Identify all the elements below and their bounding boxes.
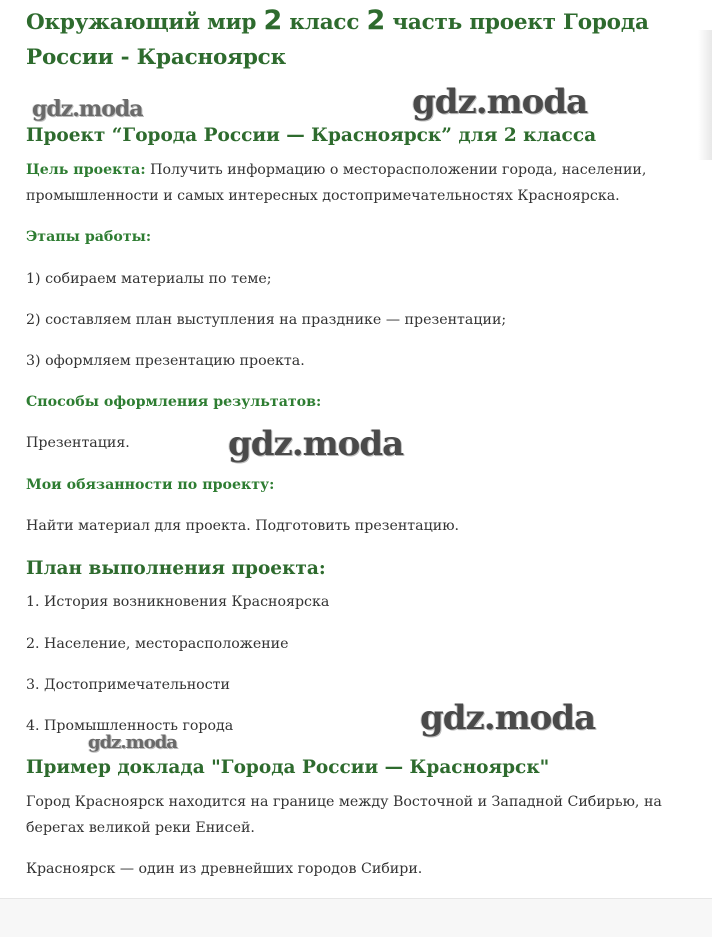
plan-item: 2. Население, месторасположение xyxy=(26,636,289,652)
methods-text: Презентация. xyxy=(26,435,130,451)
plan-item: 1. История возникновения Красноярска xyxy=(26,594,330,610)
methods-label-text: Способы оформления результатов: xyxy=(26,394,322,410)
duties-text: Найти материал для проекта. Подготовить презентацию. xyxy=(26,518,460,534)
stage-item: 2) составляем план выступления на празднике — презентации; xyxy=(26,312,507,328)
plan-item: 3. Достопримечательности xyxy=(26,677,230,693)
methods-label xyxy=(26,389,666,415)
plan-heading: План выполнения проекта: xyxy=(26,558,326,579)
title-text-1: Окружающий мир xyxy=(26,10,264,35)
stage-item: 1) собираем материалы по теме; xyxy=(26,271,272,287)
title-text-3: часть проект Города России - Красноярск xyxy=(26,10,649,70)
title-part-number: 2 xyxy=(366,5,386,36)
side-shadow xyxy=(698,30,712,160)
stages-label-text: Этапы работы: xyxy=(26,229,152,245)
duties-label-text: Мои обязанности по проекту: xyxy=(26,477,275,493)
watermark-logo: gdz.moda xyxy=(88,732,177,753)
watermark-logo: gdz.moda xyxy=(32,96,143,122)
stage-item: 3) оформляем презентацию проекта. xyxy=(26,353,305,369)
goal-label: Цель проекта: xyxy=(26,162,146,178)
plan-item: 4. Промышленность города xyxy=(26,718,234,734)
title-text-2: класс xyxy=(282,10,367,35)
duties-label xyxy=(26,472,666,498)
watermark-logo: gdz.moda xyxy=(228,424,404,464)
example-heading: Пример доклада "Города России — Красноярск" xyxy=(26,757,550,778)
project-heading: Проект “Города России — Красноярск” для 2 класса xyxy=(26,125,597,146)
footer-bar xyxy=(0,898,712,937)
goal-text: Получить информацию о месторасположении города, населении, промышленности и самых интересных достопримечательностях Красноярска. xyxy=(26,162,647,204)
page-title xyxy=(26,3,696,75)
stages-label xyxy=(26,224,666,250)
title-grade-number: 2 xyxy=(263,5,283,36)
watermark-logo: gdz.moda xyxy=(412,82,588,122)
example-paragraph-2: Красноярск — один из древнейших городов Сибири. xyxy=(26,861,423,877)
goal-paragraph xyxy=(26,157,666,209)
example-paragraph-1: Город Красноярск находится на границе между Восточной и Западной Сибирью, на берегах великой реки Енисей. xyxy=(26,794,662,836)
watermark-logo: gdz.moda xyxy=(420,698,596,738)
